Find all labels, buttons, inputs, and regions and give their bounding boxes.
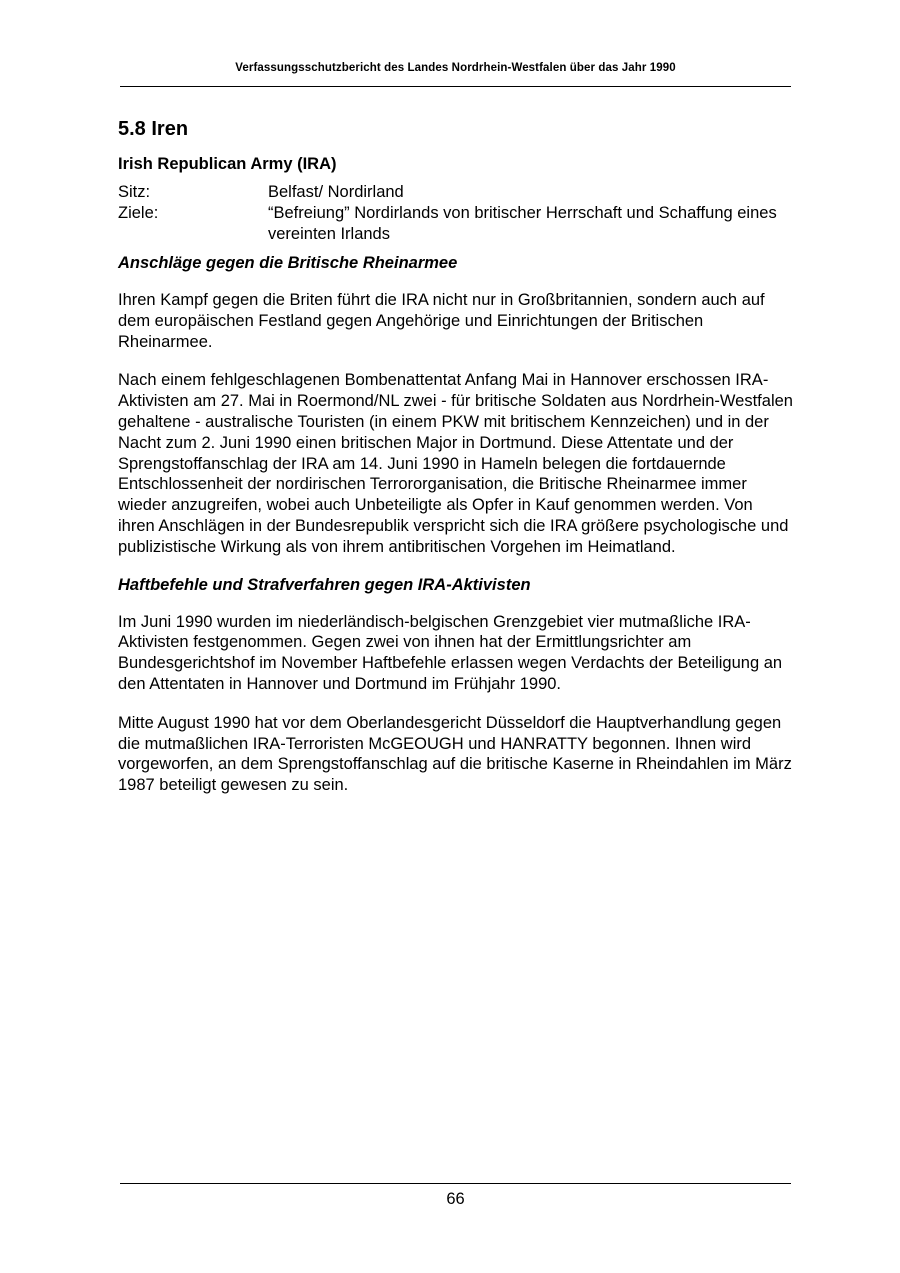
paragraph-hauptverhandlung: Mitte August 1990 hat vor dem Oberlandesgericht Düsseldorf die Hauptverhandlung gegen die mutmaßlichen IRA-Terroristen McGEOUGH und HANRATTY begonnen. Ihnen wird vorgeworfen, an dem Sprengstoffanschlag auf die britische Kaserne in Rheindahlen im März 1987 beteiligt gewesen zu sein. [118, 713, 792, 795]
page-content [118, 116, 793, 814]
info-label-sitz: Sitz: [118, 183, 151, 201]
page-header: Verfassungsschutzbericht des Landes Nordrhein-Westfalen über das Jahr 1990 [235, 62, 676, 74]
header-divider [120, 86, 791, 87]
info-value-sitz: Belfast/ Nordirland [268, 183, 404, 201]
organization-info [118, 182, 793, 245]
section-title: 5.8 Iren [118, 118, 189, 140]
subsection-heading-anschlaege: Anschläge gegen die Britische Rheinarmee [118, 254, 458, 272]
paragraph-attentate: Nach einem fehlgeschlagenen Bombenattentat Anfang Mai in Hannover erschossen IRA-Aktivisten am 27. Mai in Roermond/NL zwei - für britische Soldaten aus Nordrhein-Westfalen gehaltene - australische Touristen (in einem PKW mit britischem Kennzeichen) und in der Nacht zum 2. Juni 1990 einen britischen Major in Dortmund. Diese Attentate und der Sprengstoffanschlag der IRA am 14. Juni 1990 in Hameln belegen die fortdauernde Entschlossenheit der nordirischen Terrororganisation, die Britische Rheinarmee immer wieder anzugreifen, wobei auch Unbeteiligte als Opfer in Kauf genommen werden. Von ihren Anschlägen in der Bundesrepublik verspricht sich die IRA größere psychologische und publizistische Wirkung als von ihrem antibritischen Vorgehen im Heimatland. [118, 371, 793, 556]
footer-divider [120, 1183, 791, 1184]
organization-title: Irish Republican Army (IRA) [118, 155, 337, 173]
paragraph-kampf: Ihren Kampf gegen die Briten führt die IRA nicht nur in Großbritannien, sondern auch auf dem europäischen Festland gegen Angehörige und Einrichtungen der Britischen Rheinarmee. [118, 291, 765, 351]
info-value-ziele: “Befreiung” Nordirlands von britischer Herrschaft und Schaffung eines vereinten Irlands [268, 204, 777, 243]
info-label-ziele: Ziele: [118, 204, 159, 222]
page-number: 66 [446, 1190, 465, 1208]
paragraph-festnahmen: Im Juni 1990 wurden im niederländisch-belgischen Grenzgebiet vier mutmaßliche IRA-Aktivisten festgenommen. Gegen zwei von ihnen hat der Ermittlungsrichter am Bundesgerichtshof im November Haftbefehle erlassen wegen Verdachts der Beteiligung an den Attentaten in Hannover und Dortmund im Frühjahr 1990. [118, 612, 783, 693]
subsection-heading-haftbefehle: Haftbefehle und Strafverfahren gegen IRA-Aktivisten [118, 575, 531, 594]
